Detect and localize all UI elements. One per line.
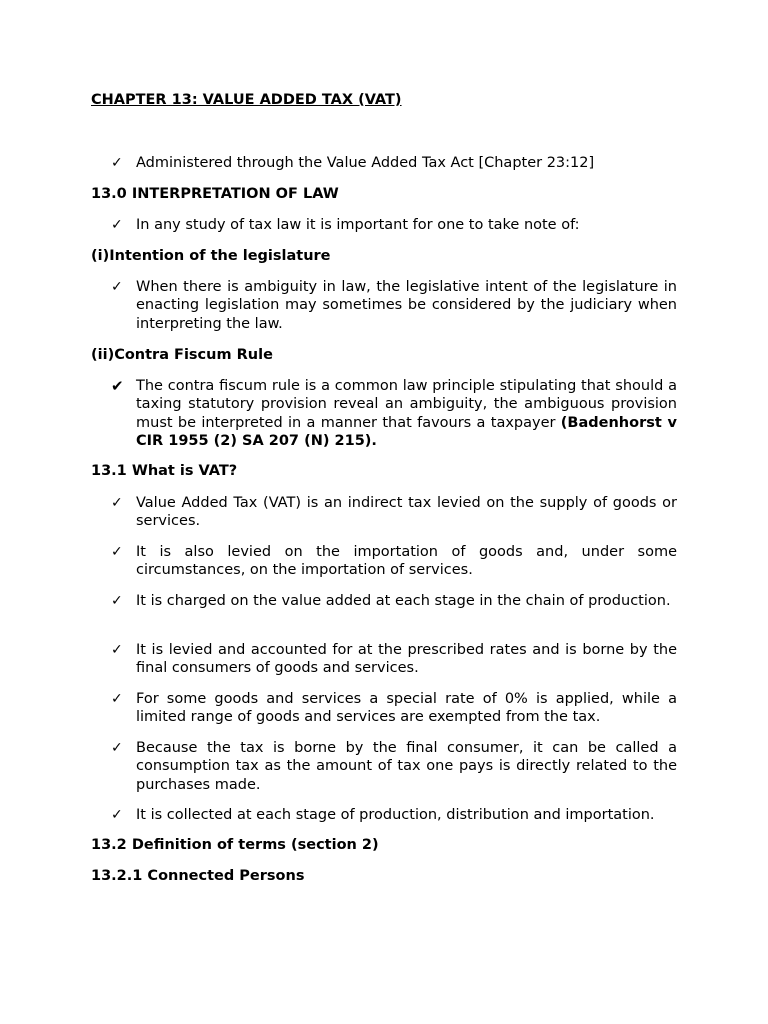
- checkmark-icon: ✓: [111, 279, 123, 295]
- subheading-intention: (i)Intention of the legislature: [91, 248, 331, 264]
- list-item-text: Because the tax is borne by the final consumer, it can be called a consumption tax as the amount of tax one pays is directly related to the purchases made.: [136, 740, 677, 793]
- checkmark-icon: ✓: [111, 740, 123, 756]
- list-item-text: [136, 377, 677, 450]
- checkmark-icon: ✓: [111, 691, 123, 707]
- list-item: [111, 494, 677, 531]
- checkmark-icon: ✓: [111, 642, 123, 658]
- list-item-text: It is also levied on the importation of goods and, under some circumstances, on the importation of services.: [136, 544, 677, 579]
- section-heading-13-0: 13.0 INTERPRETATION OF LAW: [91, 186, 339, 202]
- list-item-text: Value Added Tax (VAT) is an indirect tax levied on the supply of goods or services.: [136, 495, 677, 530]
- list-item: [111, 377, 677, 450]
- chapter-title: CHAPTER 13: VALUE ADDED TAX (VAT): [91, 92, 402, 108]
- list-item-text: In any study of tax law it is important for one to take note of:: [136, 217, 580, 233]
- list-item: [111, 154, 677, 172]
- list-item: [111, 690, 677, 727]
- checkmark-icon: ✓: [111, 544, 123, 560]
- list-item-text: When there is ambiguity in law, the legislative intent of the legislature in enacting legislation may sometimes be considered by the judiciary when interpreting the law.: [136, 279, 677, 332]
- case-reference: (Badenhorst v CIR 1955 (2) SA 207 (N) 215).: [136, 414, 678, 449]
- section-heading-13-2: 13.2 Definition of terms (section 2): [91, 837, 379, 853]
- checkmark-icon: ✓: [111, 155, 123, 171]
- subheading-contra-fiscum: (ii)Contra Fiscum Rule: [91, 347, 273, 363]
- list-item: [111, 806, 677, 824]
- contra-fiscum-text: The contra fiscum rule is a common law principle stipulating that should a taxing statutory provision reveal an ambiguity, the ambiguous provision must be interpreted in a manner that favours a taxpayer: [136, 378, 677, 431]
- checkmark-icon: ✓: [111, 593, 123, 609]
- checkmark-icon: ✓: [111, 807, 123, 823]
- list-item-text: It is levied and accounted for at the prescribed rates and is borne by the final consumers of goods and services.: [136, 642, 677, 677]
- list-item: [111, 592, 677, 610]
- list-item: [111, 739, 677, 794]
- list-item-text: It is charged on the value added at each stage in the chain of production.: [136, 593, 671, 609]
- list-item: [111, 543, 677, 580]
- list-item: [111, 216, 677, 234]
- list-item: [111, 641, 677, 678]
- checkmark-icon: ✓: [111, 495, 123, 511]
- list-item-text: For some goods and services a special rate of 0% is applied, while a limited range of goods and services are exempted from the tax.: [136, 691, 677, 726]
- checkmark-icon: ✓: [111, 217, 123, 233]
- section-heading-13-1: 13.1 What is VAT?: [91, 463, 238, 479]
- section-heading-13-2-1: 13.2.1 Connected Persons: [91, 868, 305, 884]
- list-item: [111, 278, 677, 333]
- list-item-text: It is collected at each stage of production, distribution and importation.: [136, 807, 655, 823]
- checkmark-icon: ✔: [111, 377, 124, 395]
- list-item-text: Administered through the Value Added Tax Act [Chapter 23:12]: [136, 155, 595, 171]
